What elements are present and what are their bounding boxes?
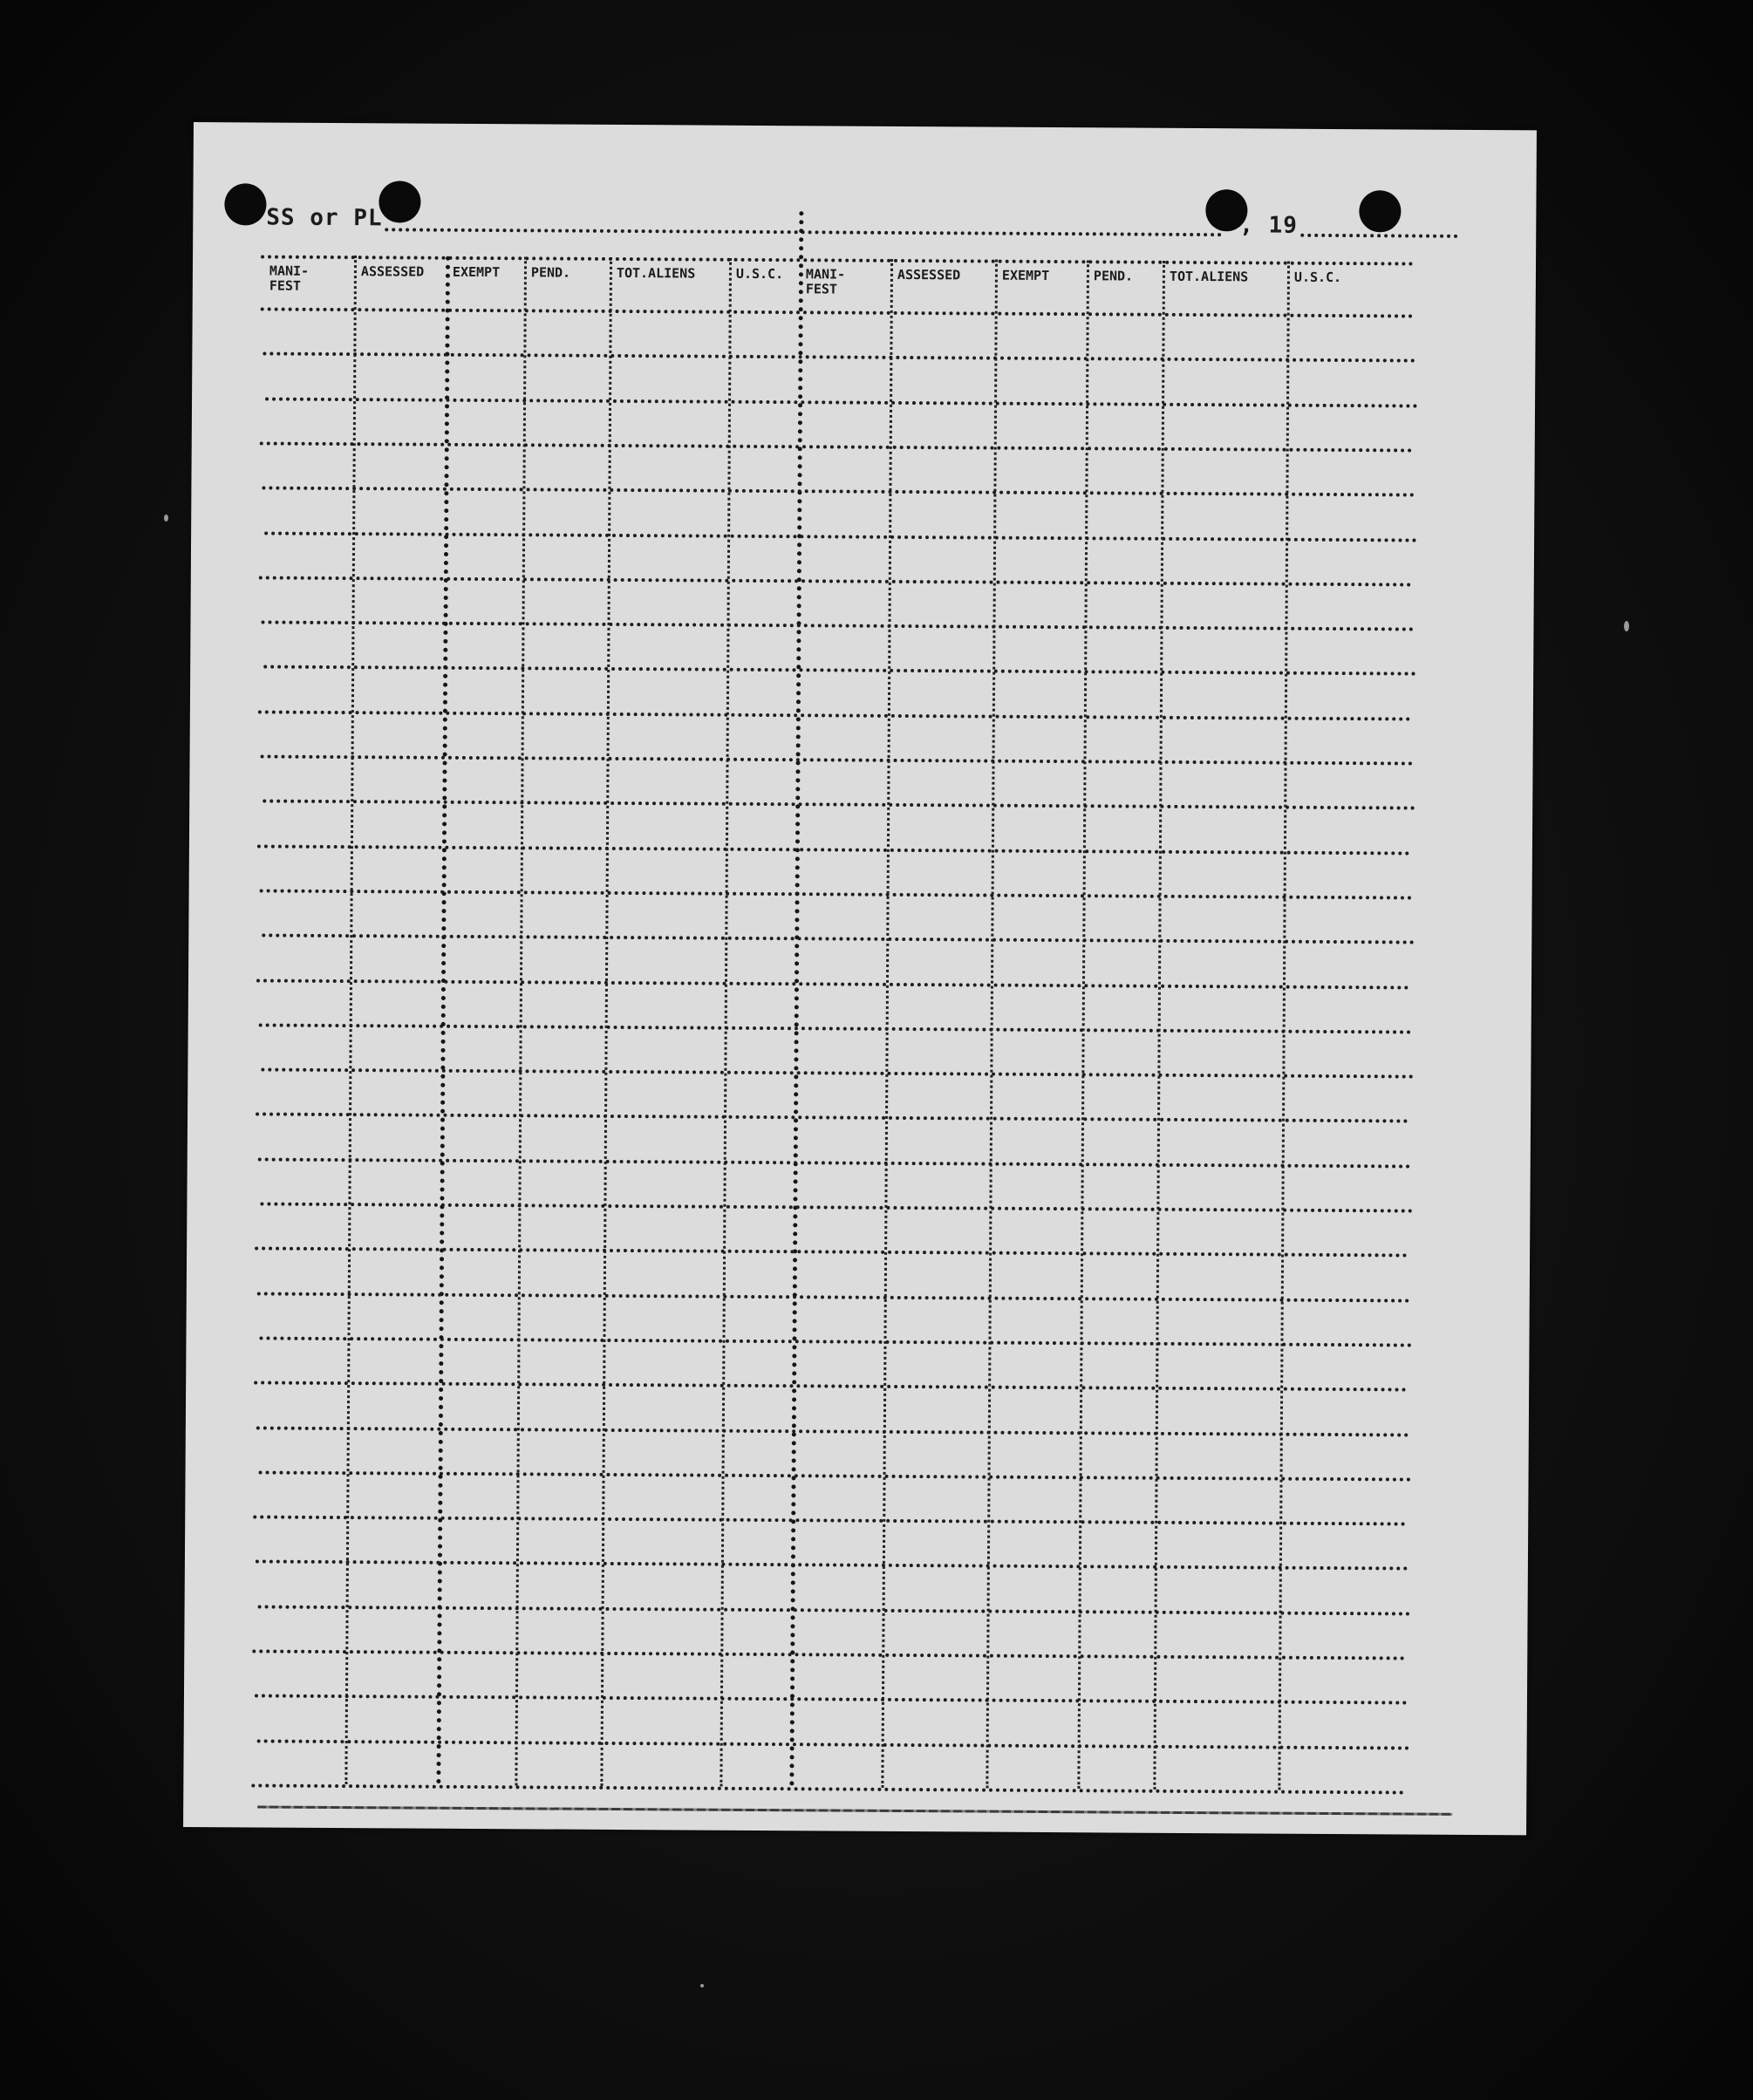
scan-speck: [164, 515, 168, 522]
row-rule: [253, 1515, 1406, 1525]
left-column-header: TOT.ALIENS: [616, 264, 696, 282]
column-divider: [986, 260, 998, 1789]
row-rule: [251, 1783, 1404, 1794]
row-rule: [255, 1246, 1408, 1257]
row-rule: [259, 1336, 1412, 1347]
row-rule: [260, 441, 1413, 452]
left-column-header: EXEMPT: [452, 263, 501, 281]
form-sheet: [183, 122, 1537, 1835]
left-column-header: PEND.: [530, 264, 571, 281]
punch-hole-2: [379, 181, 420, 222]
row-rule: [263, 799, 1415, 809]
right-column-header: MANI- FEST: [805, 266, 846, 297]
column-divider: [720, 258, 732, 1787]
row-rule: [258, 1157, 1411, 1168]
column-divider: [600, 257, 612, 1786]
row-rule: [261, 754, 1414, 765]
row-rule: [259, 576, 1412, 586]
row-rule: [260, 889, 1413, 899]
row-rule: [264, 532, 1417, 542]
row-rule: [259, 1470, 1412, 1481]
row-rule: [261, 620, 1414, 631]
right-column-header: U.S.C.: [1293, 269, 1342, 286]
column-divider: [1153, 261, 1165, 1790]
row-rule: [261, 307, 1414, 317]
scan-speck: [1624, 621, 1629, 631]
header-top-rule: [261, 255, 1414, 265]
row-rule: [256, 1112, 1409, 1122]
punch-hole-4: [1359, 190, 1401, 232]
row-rule: [263, 351, 1415, 362]
row-rule: [261, 1067, 1414, 1078]
right-column-header: PEND.: [1093, 268, 1134, 284]
bottom-rule: [257, 1805, 1452, 1815]
row-rule: [255, 1694, 1408, 1704]
row-rule: [263, 665, 1416, 676]
row-rule: [257, 844, 1410, 855]
row-rule: [259, 1023, 1412, 1033]
left-column-header: ASSESSED: [360, 263, 425, 280]
right-column-header: TOT.ALIENS: [1169, 268, 1249, 285]
right-column-header: EXEMPT: [1001, 267, 1050, 283]
column-divider: [515, 256, 527, 1785]
row-rule: [262, 933, 1415, 944]
column-divider: [436, 256, 450, 1785]
row-rule: [257, 1739, 1410, 1749]
row-rule: [256, 1559, 1409, 1570]
right-column-header: ASSESSED: [897, 266, 961, 283]
column-divider: [1278, 262, 1290, 1790]
row-rule: [252, 1649, 1405, 1660]
column-divider: [881, 259, 893, 1788]
row-rule: [258, 1605, 1411, 1615]
row-rule: [256, 1426, 1409, 1436]
punch-hole-1: [224, 183, 266, 225]
row-rule: [257, 1292, 1410, 1302]
column-divider: [1077, 260, 1089, 1789]
vessel-label: SS or PL: [266, 204, 383, 232]
row-rule: [254, 1381, 1407, 1391]
row-rule: [265, 398, 1418, 408]
date-fill-line: [1300, 234, 1457, 238]
left-column-header: MANI- FEST: [269, 262, 310, 294]
row-rule: [256, 978, 1409, 989]
row-rule: [260, 1202, 1413, 1212]
row-rule: [262, 486, 1415, 496]
column-divider: [344, 256, 357, 1784]
left-column-header: U.S.C.: [735, 265, 784, 283]
row-rule: [258, 710, 1411, 720]
scan-speck: [700, 1984, 704, 1988]
date-prefix: , 19: [1239, 212, 1299, 239]
